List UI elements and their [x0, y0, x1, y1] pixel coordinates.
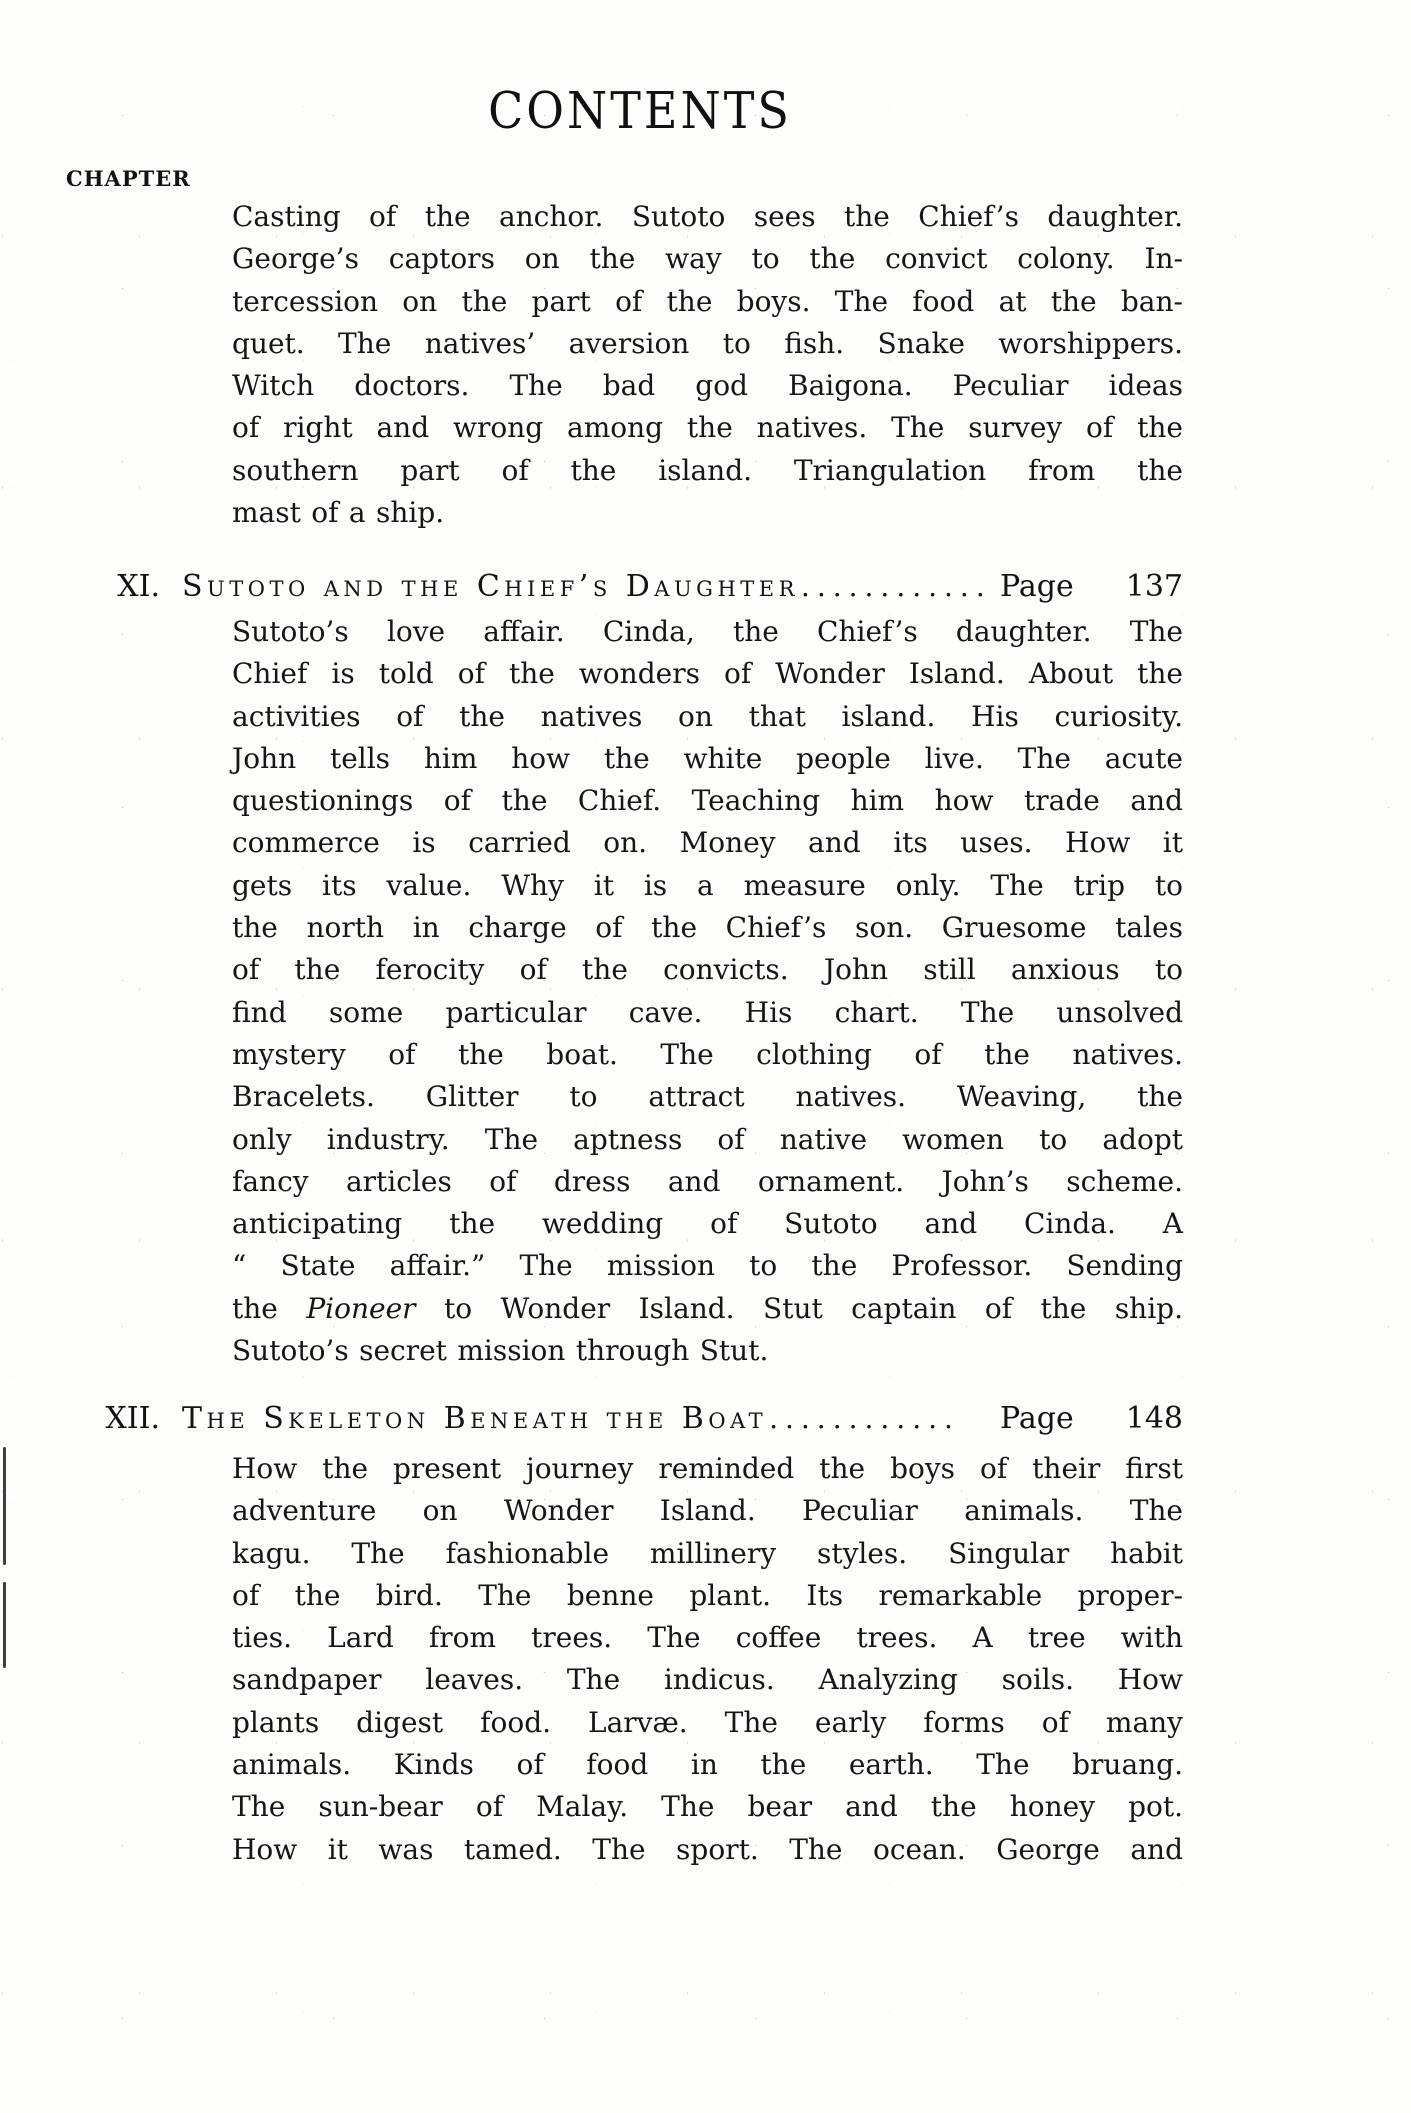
text-line: Sutoto’s love affair. Cinda, the Chief’s daughter. The — [232, 615, 1183, 648]
text-line: ties. Lard from trees. The coffee trees. A tree with — [232, 1621, 1183, 1655]
text-line: Witch doctors. The bad god Baigona. Peculiar ideas — [232, 369, 1183, 403]
text-segment: to Wonder Island. Stut captain of the ship. — [415, 1291, 1183, 1325]
text-line: the north in charge of the Chief’s son. Gruesome tales — [232, 911, 1183, 945]
text-line: quet. The natives’ aversion to fish. Snake worshippers. — [232, 326, 1183, 360]
text-line: kagu. The fashionable millinery styles. Singular habit — [232, 1536, 1183, 1570]
ship-name-italic: Pioneer — [306, 1291, 416, 1325]
text-line: Bracelets. Glitter to attract natives. Weaving, the — [232, 1080, 1183, 1114]
text-segment: the — [232, 1291, 307, 1325]
text-line: Casting of the anchor. Sutoto sees the Chief’s daughter. — [232, 200, 1183, 233]
text-line: plants digest food. Larvæ. The early forms of many — [232, 1705, 1183, 1739]
text-line: mast of a ship. — [232, 496, 445, 530]
chapter-numeral: XI. — [117, 569, 160, 604]
text-line: southern part of the island. Triangulation from the — [232, 453, 1183, 487]
scan-artifact-line — [3, 1447, 6, 1565]
dot-leader: ............ — [800, 570, 992, 603]
chapter-synopsis-xi — [232, 611, 1183, 1372]
text-line: “ State affair.” The mission to the Professor. Sending — [232, 1249, 1183, 1283]
chapter-synopsis-xii — [232, 1448, 1183, 1871]
text-line — [232, 1288, 1183, 1330]
text-line: commerce is carried on. Money and its uses. How it — [232, 826, 1183, 860]
page-title: CONTENTS — [488, 80, 792, 141]
text-line: George’s captors on the way to the convict colony. In- — [232, 242, 1183, 276]
page-word: Page — [1000, 569, 1074, 604]
continuation-paragraph — [232, 196, 1183, 534]
text-line: The sun-bear of Malay. The bear and the honey pot. — [232, 1790, 1183, 1824]
text-line: adventure on Wonder Island. Peculiar animals. The — [232, 1494, 1183, 1528]
text-line: John tells him how the white people live. The acute — [232, 741, 1183, 775]
text-line: of the ferocity of the convicts. John still anxious to — [232, 953, 1183, 987]
text-line: tercession on the part of the boys. The food at the ban- — [232, 284, 1183, 318]
text-line: Sutoto’s secret mission through Stut. — [232, 1334, 769, 1368]
text-line: mystery of the boat. The clothing of the natives. — [232, 1037, 1183, 1071]
text-line: fancy articles of dress and ornament. John’s scheme. — [232, 1164, 1183, 1198]
scan-artifact-line — [3, 1582, 6, 1668]
text-line: questionings of the Chief. Teaching him how trade and — [232, 784, 1183, 818]
chapter-title: The Skeleton Beneath the Boat — [182, 1401, 768, 1436]
chapter-heading-xi — [98, 566, 1183, 608]
text-line: gets its value. Why it is a measure only. The trip to — [232, 868, 1183, 902]
text-line: animals. Kinds of food in the earth. The bruang. — [232, 1748, 1183, 1782]
text-line: sandpaper leaves. The indicus. Analyzing soils. How — [232, 1663, 1183, 1697]
page-number: 148 — [1125, 1401, 1183, 1436]
text-line: How it was tamed. The sport. The ocean. George and — [232, 1832, 1183, 1866]
page-number: 137 — [1125, 569, 1183, 604]
text-line: of the bird. The benne plant. Its remarkable proper- — [232, 1578, 1183, 1612]
text-line: activities of the natives on that island. His curiosity. — [232, 699, 1183, 733]
page-word: Page — [1000, 1401, 1074, 1436]
text-line: only industry. The aptness of native women to adopt — [232, 1122, 1183, 1156]
chapter-numeral: XII. — [105, 1401, 160, 1436]
chapter-title: Sutoto and the Chief’s Daughter — [182, 569, 799, 604]
text-line: How the present journey reminded the boys of their first — [232, 1452, 1183, 1485]
text-line: anticipating the wedding of Sutoto and Cinda. A — [232, 1207, 1183, 1241]
text-line: Chief is told of the wonders of Wonder Island. About the — [232, 657, 1183, 691]
chapter-heading-xii — [98, 1398, 1183, 1440]
dot-leader: ............ — [769, 1402, 960, 1435]
text-line: find some particular cave. His chart. The unsolved — [232, 995, 1183, 1029]
chapter-column-label: CHAPTER — [66, 166, 191, 191]
text-line: of right and wrong among the natives. The survey of the — [232, 411, 1183, 445]
